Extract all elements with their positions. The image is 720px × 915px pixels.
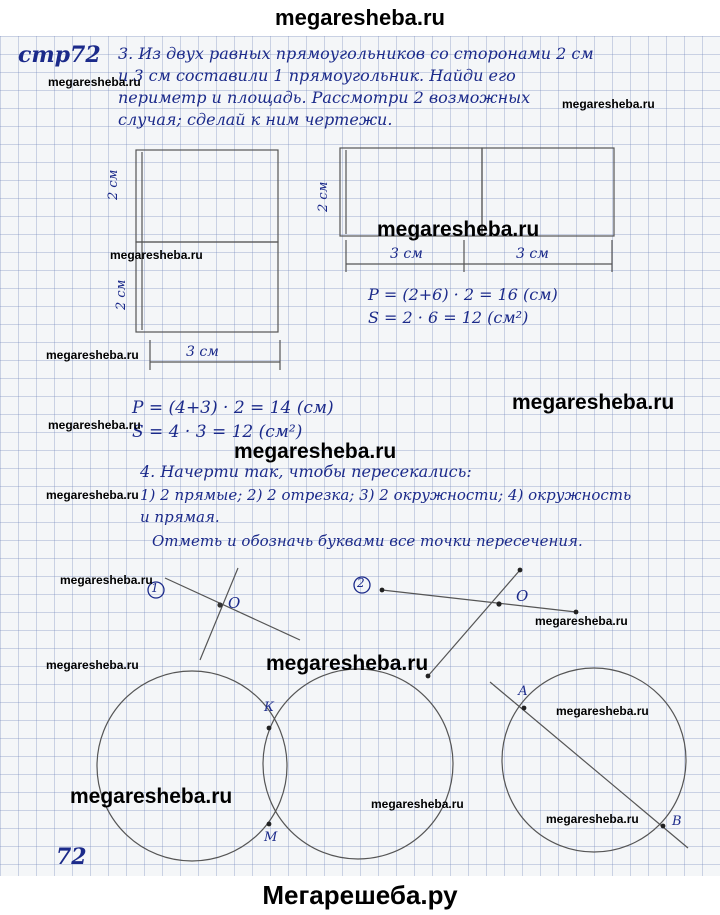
case4-label-B: В [672, 814, 682, 829]
watermark-9[interactable]: megaresheba.ru [46, 488, 139, 502]
watermark-7[interactable]: megaresheba.ru [48, 418, 141, 432]
case2-number: 2 [357, 576, 365, 590]
case2-point-O [496, 601, 501, 606]
case2-segment-b [428, 570, 520, 676]
watermark-2[interactable]: megaresheba.ru [562, 97, 655, 111]
case1-line-b [200, 568, 241, 660]
watermark-11[interactable]: megaresheba.ru [535, 614, 628, 628]
watermark-8[interactable]: megaresheba.ru [234, 440, 397, 463]
left-dim-top-label: 2 см [106, 169, 121, 200]
site-banner-bottom[interactable]: Мегарешеба.ру [262, 880, 458, 910]
left-area: S = 4 · 3 = 12 (см²) [132, 422, 303, 442]
case2-segment-a [382, 590, 576, 612]
watermark-15[interactable]: megaresheba.ru [70, 785, 233, 808]
case1-label-O: О [228, 594, 241, 612]
watermark-5[interactable]: megaresheba.ru [46, 348, 139, 362]
case3-circle-left [97, 671, 287, 861]
watermark-12[interactable]: megaresheba.ru [266, 652, 429, 675]
left-rect-top [136, 150, 278, 242]
watermark-14[interactable]: megaresheba.ru [556, 704, 649, 718]
task3-line4: случая; сделай к ним чертежи. [118, 110, 393, 129]
left-perimeter: P = (4+3) · 2 = 14 (см) [132, 398, 334, 418]
page-tag: стр72 [18, 42, 101, 68]
case1-point-O [217, 602, 222, 607]
task3-line3: периметр и площадь. Рассмотри 2 возможных [118, 88, 531, 107]
task3-line1: 3. Из двух равных прямоугольников со сторонами 2 см [118, 44, 594, 63]
task4-line2: 1) 2 прямые; 2) 2 отрезка; 3) 2 окружности; 4) окружность [140, 486, 632, 504]
left-dim-bottom-label: 2 см [114, 279, 129, 310]
task4-line1: 4. Начерти так, чтобы пересекались: [140, 462, 472, 481]
left-dim-width-label: 3 см [186, 344, 219, 360]
watermark-4[interactable]: megaresheba.ru [110, 248, 203, 262]
case2-label-O: О [516, 587, 529, 605]
right-dim-w1-label: 3 см [390, 246, 423, 262]
task3-line2: и 3 см составили 1 прямоугольник. Найди его [118, 66, 516, 85]
case3-label-M: М [264, 830, 278, 845]
right-area: S = 2 · 6 = 12 (см²) [368, 308, 529, 327]
case3-circle-right [263, 669, 453, 859]
page-number: 72 [56, 844, 87, 870]
watermark-6[interactable]: megaresheba.ru [512, 391, 675, 414]
watermark-10[interactable]: megaresheba.ru [60, 573, 153, 587]
right-perimeter: P = (2+6) · 2 = 16 (см) [368, 285, 558, 304]
site-banner-top[interactable]: megaresheba.ru [275, 5, 445, 30]
watermark-1[interactable]: megaresheba.ru [48, 75, 141, 89]
right-dim-height-label: 2 см [316, 181, 331, 212]
task4-line3: и прямая. [140, 508, 220, 526]
task4-line4: Отметь и обозначь буквами все точки пересечения. [152, 532, 583, 550]
case3-label-K: К [264, 700, 275, 715]
watermark-16[interactable]: megaresheba.ru [371, 797, 464, 811]
case4-label-A: А [518, 684, 528, 699]
watermark-13[interactable]: megaresheba.ru [46, 658, 139, 672]
watermark-3[interactable]: megaresheba.ru [377, 218, 540, 241]
case1-number: 1 [151, 581, 159, 595]
right-dim-w2-label: 3 см [516, 246, 549, 262]
watermark-17[interactable]: megaresheba.ru [546, 812, 639, 826]
